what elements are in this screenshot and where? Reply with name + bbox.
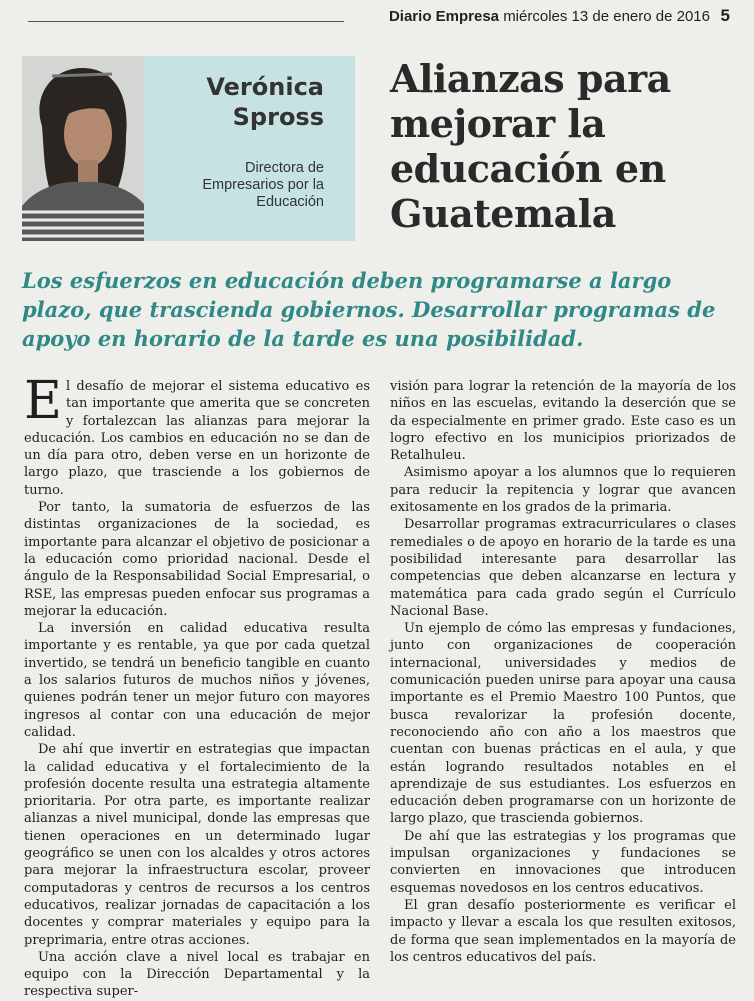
page-header [0, 0, 754, 34]
body-column-1 [24, 371, 370, 1001]
drop-cap: E [24, 371, 62, 431]
body-paragraph: De ahí que invertir en estrategias que impactan la calidad educativa y el fortalecimiento de la profesión docente resulta una estrategia altamente prioritaria. Por otra parte, es importante realizar alianzas a nivel municipal, donde las empresas que tienen operaciones en un determinado lugar geográfico se unen con los alcaldes y otros actores para mejorar la infraestructura escolar, proveer computadoras y centros de recursos a los centros educativos, realizar jornadas de capacitación a los docentes y comprar materiales y equipo para la preprimaria, entre otras acciones. [24, 742, 370, 948]
author-last-name: Spross [232, 103, 324, 131]
article-headline: Alianzas para mejorar la educación en Guatemala [390, 56, 671, 236]
body-paragraph: Asimismo apoyar a los alumnos que lo requieren para reducir la repitencia y lograr que avancen exitosamente en los grados de la primaria. [390, 465, 736, 516]
publication-line [389, 8, 710, 25]
publication-date: miércoles 13 de enero de 2016 [503, 8, 710, 25]
author-portrait-image [22, 56, 144, 241]
author-first-name: Verónica [206, 73, 324, 101]
body-paragraph: La inversión en calidad educativa resulta importante y es rentable, ya que por cada quetzal invertido, se tendrá un beneficio tangible en cuanto a los salarios futuros de muchos niños y jóvenes, quienes podrán tener un mejor futuro con mayores ingresos al contar con una educación de mejor calidad. [24, 621, 370, 740]
author-role: Directora de Empresarios por la Educación [202, 160, 324, 210]
author-photo [22, 56, 144, 241]
body-paragraph [24, 371, 370, 499]
newspaper-name: Diario Empresa [388, 8, 500, 25]
body-paragraph: El gran desafío posteriormente es verificar el impacto y llevar a escala los que resulten exitosos, de forma que sean implementados en la mayoría de los centros educativos del país. [390, 897, 736, 965]
body-paragraph: visión para lograr la retención de la mayoría de los niños en las escuelas, evitando la deserción que se da especialmente en primer grado. Este caso es un logro efectivo en los municipios priorizados de Retalhuleu. [390, 379, 736, 464]
body-paragraph: Por tanto, la sumatoria de esfuerzos de las distintas organizaciones de la sociedad, es importante para alcanzar el objetivo de posicionar a la educación como prioridad nacional. Desde el ángulo de la Responsabilidad Social Empresarial, o RSE, las empresas pueden enfocar sus programas a mejorar la educación. [24, 500, 370, 619]
paragraph-text: l desafío de mejorar el sistema educativo es tan importante que amerita que se concreten y fortalezcan las alianzas para mejorar la educación. Los cambios en educación no se dan de un día para otro, deben verse en un horizonte de largo plazo, que trasciende a los gobiernos de turno. [24, 379, 370, 498]
body-paragraph: Una acción clave a nivel local es trabajar en equipo con la Dirección Departamental y la respectiva super- [24, 949, 370, 1000]
article-lead: Los esfuerzos en educación deben programarse a largo plazo, que trascienda gobiernos. Desarrollar programas de apoyo en horario de la tarde es una posibilidad. [22, 268, 716, 351]
body-paragraph: Desarrollar programas extracurriculares o clases remediales o de apoyo en horario de la tarde es una posibilidad interesante para desarrollar las competencias que deben alcanzarse en lectura y matemática para cada grado según el Currículo Nacional Base. [390, 517, 736, 619]
author-box [22, 56, 355, 241]
body-paragraph: Un ejemplo de cómo las empresas y fundaciones, junto con organizaciones de cooperación internacional, universidades y medios de comunicación pueden unirse para apoyar una causa importante es el Premio Maestro 100 Puntos, que busca revalorizar la profesión docente, reconociendo año con año a los maestros que cuentan con buenas prácticas en el aula, y que están logrando resultados notables en el aprendizaje de sus estudiantes. Los esfuerzos en educación deben programarse con un horizonte de largo plazo, que trascienda gobiernos. [390, 621, 736, 827]
body-paragraph: De ahí que las estrategias y los programas que impulsan organizaciones y fundaciones se convierten en innovaciones que introducen esquemas novedosos en los centros educativos. [390, 828, 736, 896]
body-column-2 [390, 378, 736, 966]
header-rule [28, 21, 344, 22]
page-number: 5 [720, 6, 730, 25]
author-name [172, 72, 324, 132]
